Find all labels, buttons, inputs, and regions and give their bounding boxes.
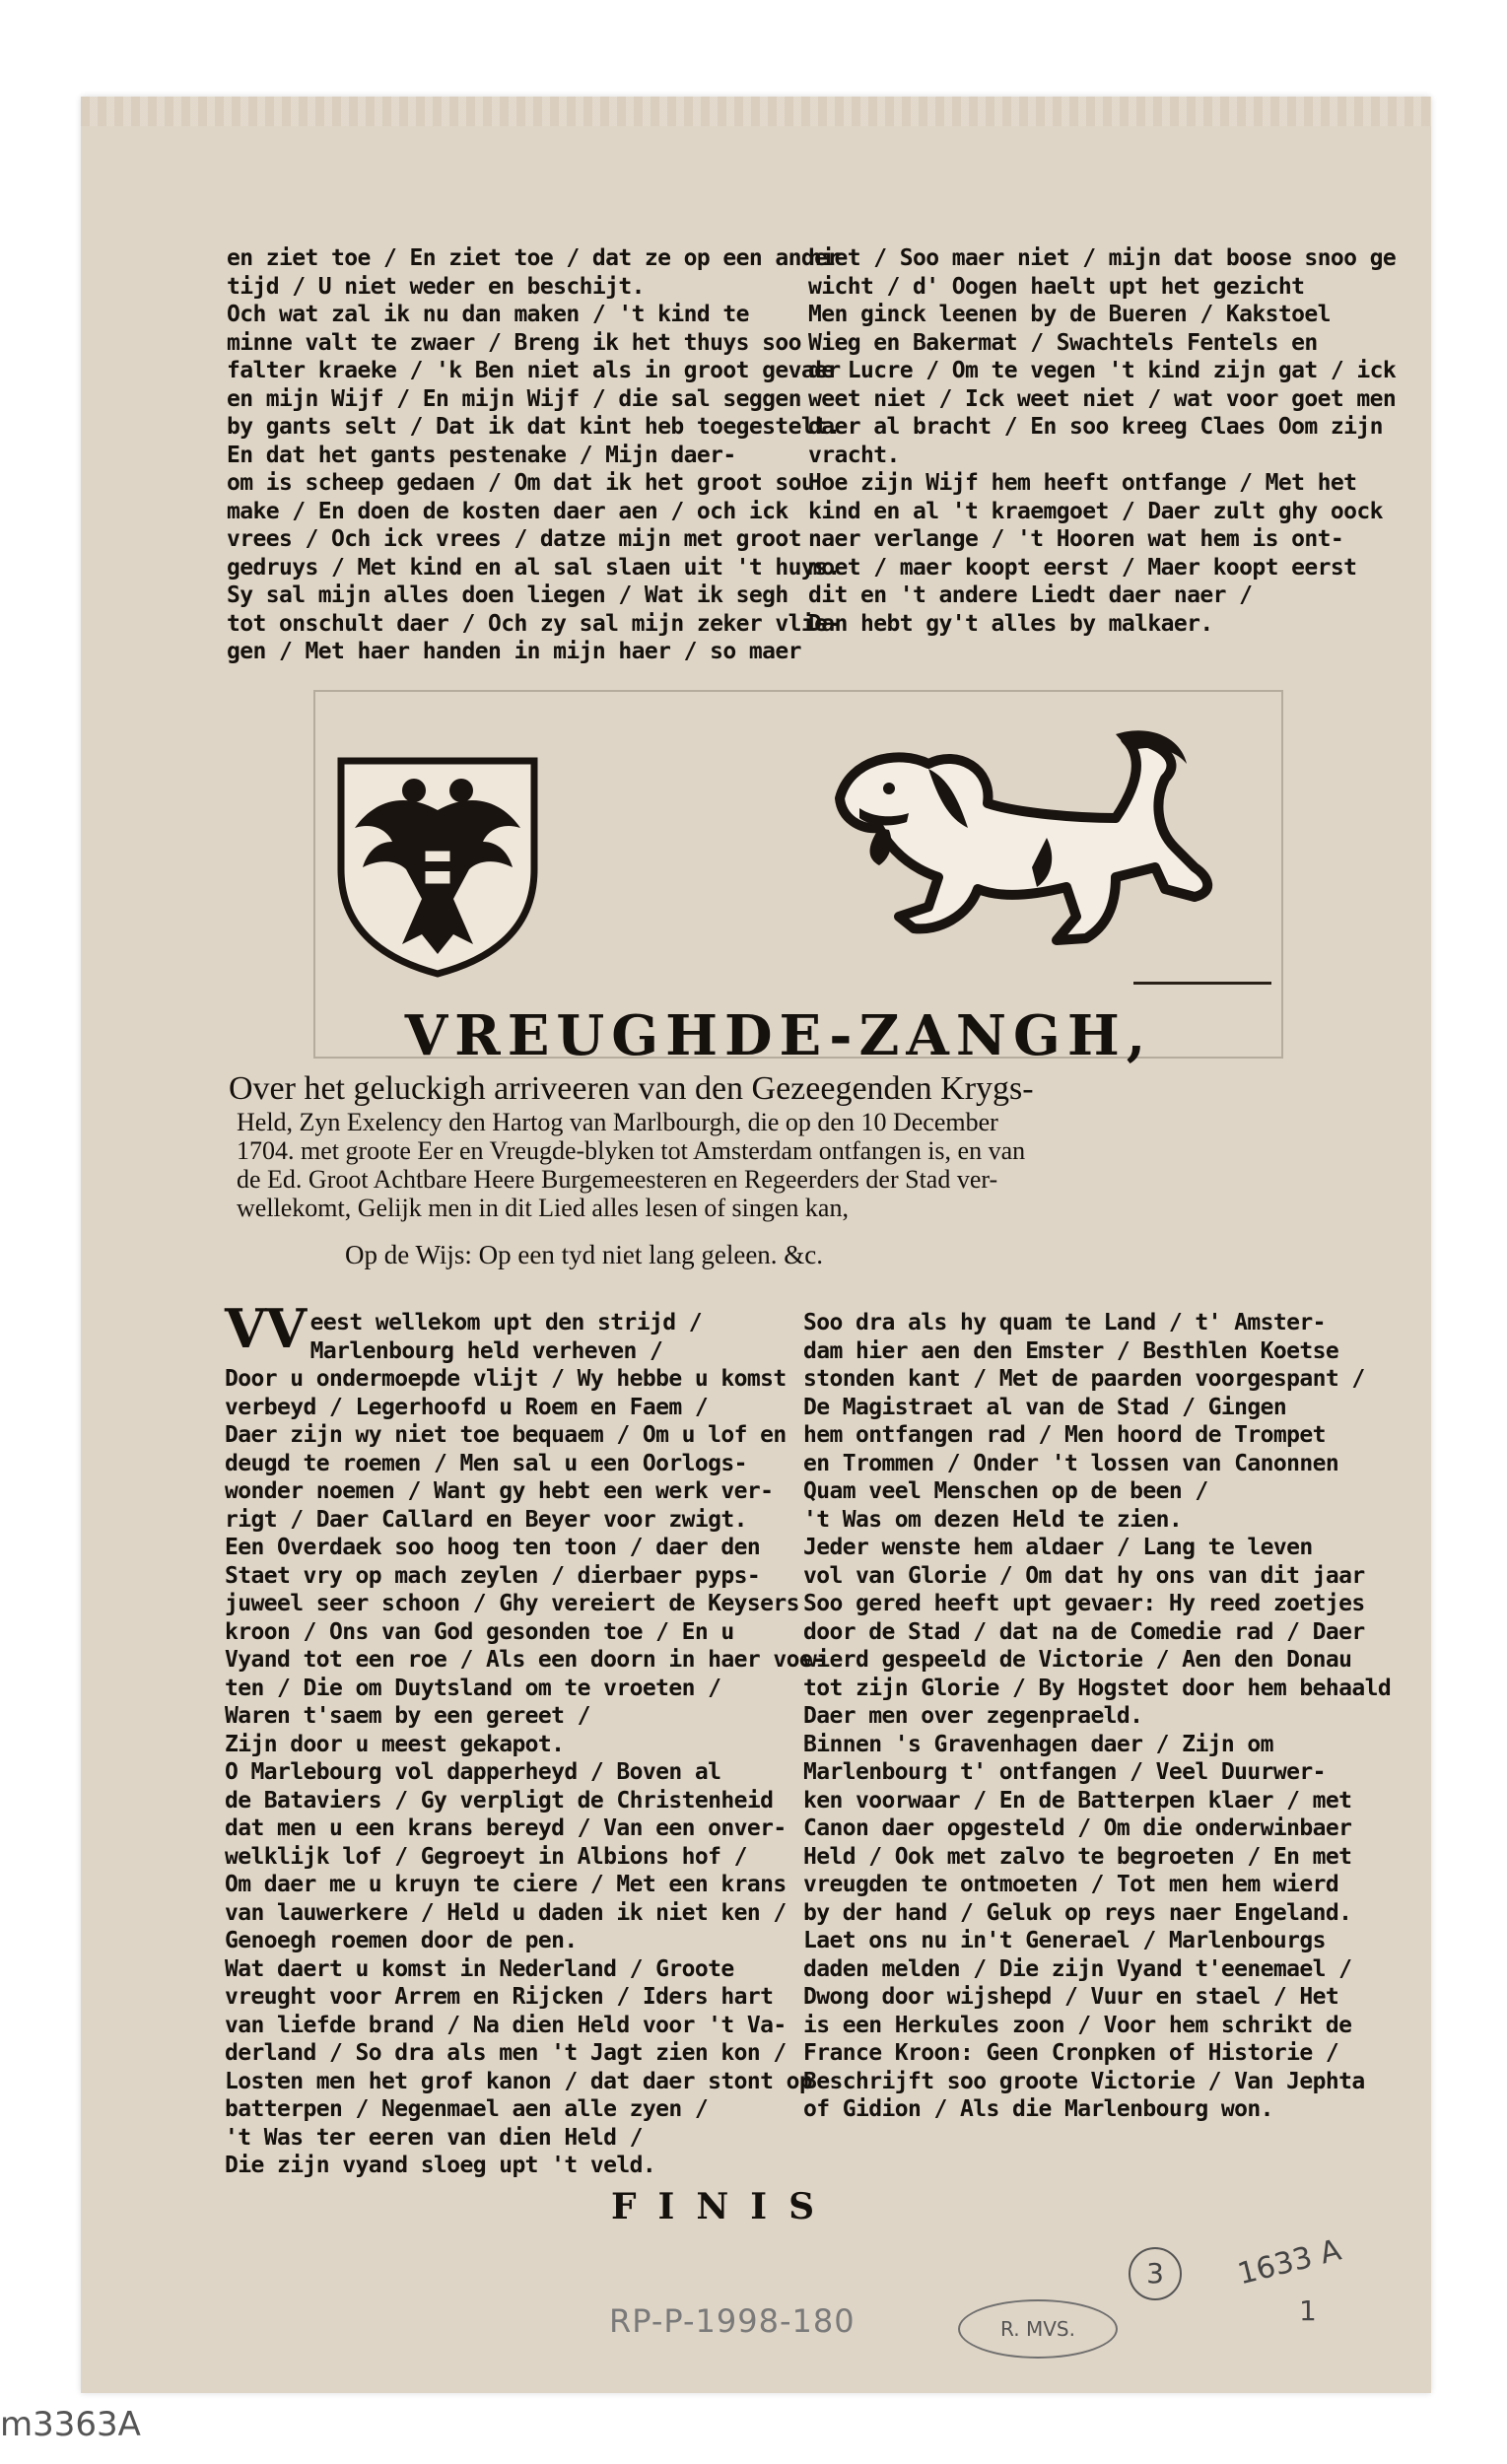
text-line: daden melden / Die zijn Vyand t'eenemael / [803,1955,1352,1982]
text-line: vol van Glorie / Om dat hy ons van dit jaar [803,1562,1365,1589]
top-left-column [227,244,841,666]
text-line: deugd te roemen / Men sal u een Oorlogs- [225,1450,747,1476]
text-line: Dan hebt gy't alles by malkaer. [808,610,1213,637]
text-line: daer al bracht / En soo kreeg Claes Oom zijn [808,414,1383,440]
text-line: Vyand tot een roe / Als een doorn in haer voe- [225,1647,826,1673]
drop-cap: VV [225,1297,307,1360]
text-line: dam hier aen den Emster / Besthlen Koetse [803,1337,1339,1364]
text-line: Marlenbourg held verheven / [309,1337,663,1364]
text-line: en ziet toe / En ziet toe / dat ze op een ander [227,245,841,271]
text-line: of Gidion / Als die Marlenbourg won. [803,2096,1273,2122]
text-line: Staet vry op mach zeylen / dierbaer pyps- [225,1562,761,1589]
text-line: batterpen / Negenmael aen alle zyen / [225,2096,709,2122]
text-line: verbeyd / Legerhoofd u Roem en Faem / [225,1394,709,1420]
museum-stamp: R. MVS. [958,2299,1118,2359]
catalogue-number: 1633 A [1234,2232,1345,2293]
bottom-left-column [225,1297,826,2180]
subtitle-line: Held, Zyn Exelency den Hartog van Marlbourgh, die op den 10 December [237,1108,998,1136]
text-line: Losten men het grof kanon / dat daer stont op [225,2068,813,2094]
text-line: tot onschult daer / Och zy sal mijn zeker vlie- [227,610,841,637]
text-line: Och wat zal ik nu dan maken / 't kind te [227,302,749,327]
subtitle-line: 1704. met groote Eer en Vreugde-blyken tot Amsterdam ontfangen is, en van [237,1136,1026,1165]
text-line: stonden kant / Met de paarden voorgespant / [803,1366,1365,1392]
text-line: dat men u een krans bereyd / Van een onver- [225,1815,787,1841]
subtitle-block [229,1070,1323,1222]
text-line: Dwong door wijshepd / Vuur en stael / Het [803,1984,1339,2010]
double-eagle-shield-icon [333,751,542,980]
text-line: falter kraeke / 'k Ben niet als in groot gevaer [227,358,841,383]
bottom-right-column [803,1309,1392,2124]
text-line: O Marlebourg vol dapperheyd / Boven al [225,1759,721,1785]
text-line: ten / Die om Duytsland om te vroeten / [225,1675,721,1701]
text-line: ken voorwaar / En de Batterpen klaer / met [803,1787,1352,1814]
lion-woodcut-icon [820,719,1234,956]
text-line: make / En doen de kosten daer aen / och ick [227,498,788,524]
text-line: Hoe zijn Wijf hem heeft ontfange / Met het [808,470,1357,496]
text-line: Canon daer opgesteld / Om die onderwinbaer [803,1815,1352,1841]
text-line: Soo dra als hy quam te Land / t' Amster- [803,1310,1326,1335]
text-line: Men ginck leenen by de Bueren / Kakstoel [808,302,1331,327]
subtitle-line: Over het geluckigh arriveeren van den Gezeegenden Krygs- [229,1070,1034,1107]
text-line: Daer men over zegenpraeld. [803,1703,1143,1729]
circled-number: 3 [1129,2247,1182,2300]
text-line: tot zijn Glorie / By Hogstet door hem behaald [803,1675,1392,1701]
text-line: 't Was om dezen Held te zien. [803,1506,1183,1533]
text-line: Binnen 's Gravenhagen daer / Zijn om [803,1731,1273,1757]
text-line: 't Was ter eeren van dien Held / [225,2124,643,2151]
text-line: De Magistraet al van de Stad / Gingen [803,1394,1287,1420]
text-line: En dat het gants pestenake / Mijn daer- [227,442,736,468]
text-line: wicht / d' Oogen haelt upt het gezicht [808,273,1305,300]
text-line: de Bataviers / Gy verpligt de Christenheid [225,1787,774,1814]
text-line: weet niet / Ick weet niet / wat voor goet men [808,385,1397,412]
woodcut-rule [1133,982,1271,985]
text-line: France Kroon: Geen Cronpken of Historie / [803,2040,1339,2066]
text-line: eest wellekom upt den strijd / [309,1310,703,1335]
text-line: Soo gered heeft upt gevaer: Hy reed zoetjes [803,1591,1365,1616]
text-line: Door u ondermoepde vlijt / Wy hebbe u komst [225,1366,787,1392]
text-line: Daer zijn wy niet toe bequaem / Om u lof en [225,1422,787,1448]
text-line: Held / Ook met zalvo te begroeten / En met [803,1843,1352,1870]
text-line: by gants selt / Dat ik dat kint heb toegestelt. [227,414,841,440]
text-line: door de Stad / dat na de Comedie rad / Daer [803,1618,1365,1645]
text-line: derland / So dra als men 't Jagt zien kon / [225,2040,787,2066]
text-line: juweel seer schoon / Ghy vereiert de Keysers [225,1591,799,1616]
text-line: van lauwerkere / Held u daden ik niet ken / [225,1899,787,1926]
text-line: tijd / U niet weder en beschijt. [227,273,645,300]
tune-indication: Op de Wijs: Op een tyd niet lang geleen. &c. [345,1240,824,1269]
inventory-number: RP-P-1998-180 [609,2302,856,2340]
song-title: VREUGHDE-ZANGH, [404,1003,1153,1068]
top-right-column [808,244,1397,638]
text-line: Marlenbourg t' ontfangen / Veel Duurwer- [803,1759,1326,1785]
text-line: naer verlange / 't Hooren wat hem is ont- [808,526,1344,552]
subtitle-line: wellekomt, Gelijk men in dit Lied alles lesen of singen kan, [237,1194,849,1222]
text-line: Jeder wenste hem aldaer / Lang te leven [803,1535,1313,1560]
text-line: gedruys / Met kind en al sal slaen uit 't huys. [227,554,841,581]
text-line: Zijn door u meest gekapot. [225,1731,565,1757]
text-line: vrees / Och ick vrees / datze mijn met groot [227,526,801,552]
text-line: Een Overdaek soo hoog ten toon / daer den [225,1535,761,1560]
text-line: welklijk lof / Gegroeyt in Albions hof / [225,1843,747,1870]
text-line: Genoegh roemen door de pen. [225,1928,578,1953]
text-line: Om daer me u kruyn te ciere / Met een krans [225,1872,787,1897]
text-line: rigt / Daer Callard en Beyer voor zwigt. [225,1506,747,1533]
text-line: Wat daert u komst in Nederland / Groote [225,1955,734,1982]
text-line: minne valt te zwaer / Breng ik het thuys soo [227,329,801,356]
text-line: en Trommen / Onder 't lossen van Canonnen [803,1450,1339,1476]
text-line: vreught voor Arrem en Rijcken / Iders hart [225,1984,774,2010]
text-line: by der hand / Geluk op reys naer Engeland. [803,1899,1352,1926]
text-line: gen / Met haer handen in mijn haer / so maer [227,639,801,664]
text-line: hem ontfangen rad / Men hoord de Trompet [803,1422,1326,1448]
text-line: kroon / Ons van God gesonden toe / En u [225,1618,734,1645]
text-line: en mijn Wijf / En mijn Wijf / die sal seggen [227,385,801,412]
text-line: de Lucre / Om te vegen 't kind zijn gat / ick [808,358,1397,383]
subtitle-line: de Ed. Groot Achtbare Heere Burgemeesteren en Regeerders der Stad ver- [237,1165,998,1194]
text-line: moet / maer koopt eerst / Maer koopt eerst [808,554,1357,581]
text-line: om is scheep gedaen / Om dat ik het groot sou [227,470,815,496]
finis-label: FINIS [611,2186,837,2227]
text-line: vracht. [808,442,900,468]
bottom-left-lines [225,1297,826,2180]
text-line: Sy sal mijn alles doen liegen / Wat ik segh [227,582,788,608]
text-line: dit en 't andere Liedt daer naer / [808,582,1253,608]
text-line: wonder noemen / Want gy hebt een werk ver- [225,1478,774,1504]
text-line: is een Herkules zoon / Voor hem schrikt de [803,2012,1352,2038]
text-line: vreugden te ontmoeten / Tot men hem wierd [803,1872,1339,1897]
text-line: Waren t'saem by een gereet / [225,1703,590,1729]
catalogue-subnumber: 1 [1299,2294,1317,2327]
text-line: Wieg en Bakermat / Swachtels Fentels en [808,329,1318,356]
text-line: Quam veel Menschen op de been / [803,1478,1208,1504]
text-line: niet / Soo maer niet / mijn dat boose snoo ge [808,245,1397,271]
text-line: Die zijn vyand sloeg upt 't veld. [225,2153,656,2178]
text-line: Beschrijft soo groote Victorie / Van Jephta [803,2068,1365,2094]
text-line: Laet ons nu in't Generael / Marlenbourgs [803,1928,1326,1953]
text-line: wierd gespeeld de Victorie / Aen den Donau [803,1647,1352,1673]
text-line: van liefde brand / Na dien Held voor 't Va- [225,2012,787,2038]
edge-number: m3363A [0,2405,141,2444]
text-line: kind en al 't kraemgoet / Daer zult ghy oock [808,498,1383,524]
